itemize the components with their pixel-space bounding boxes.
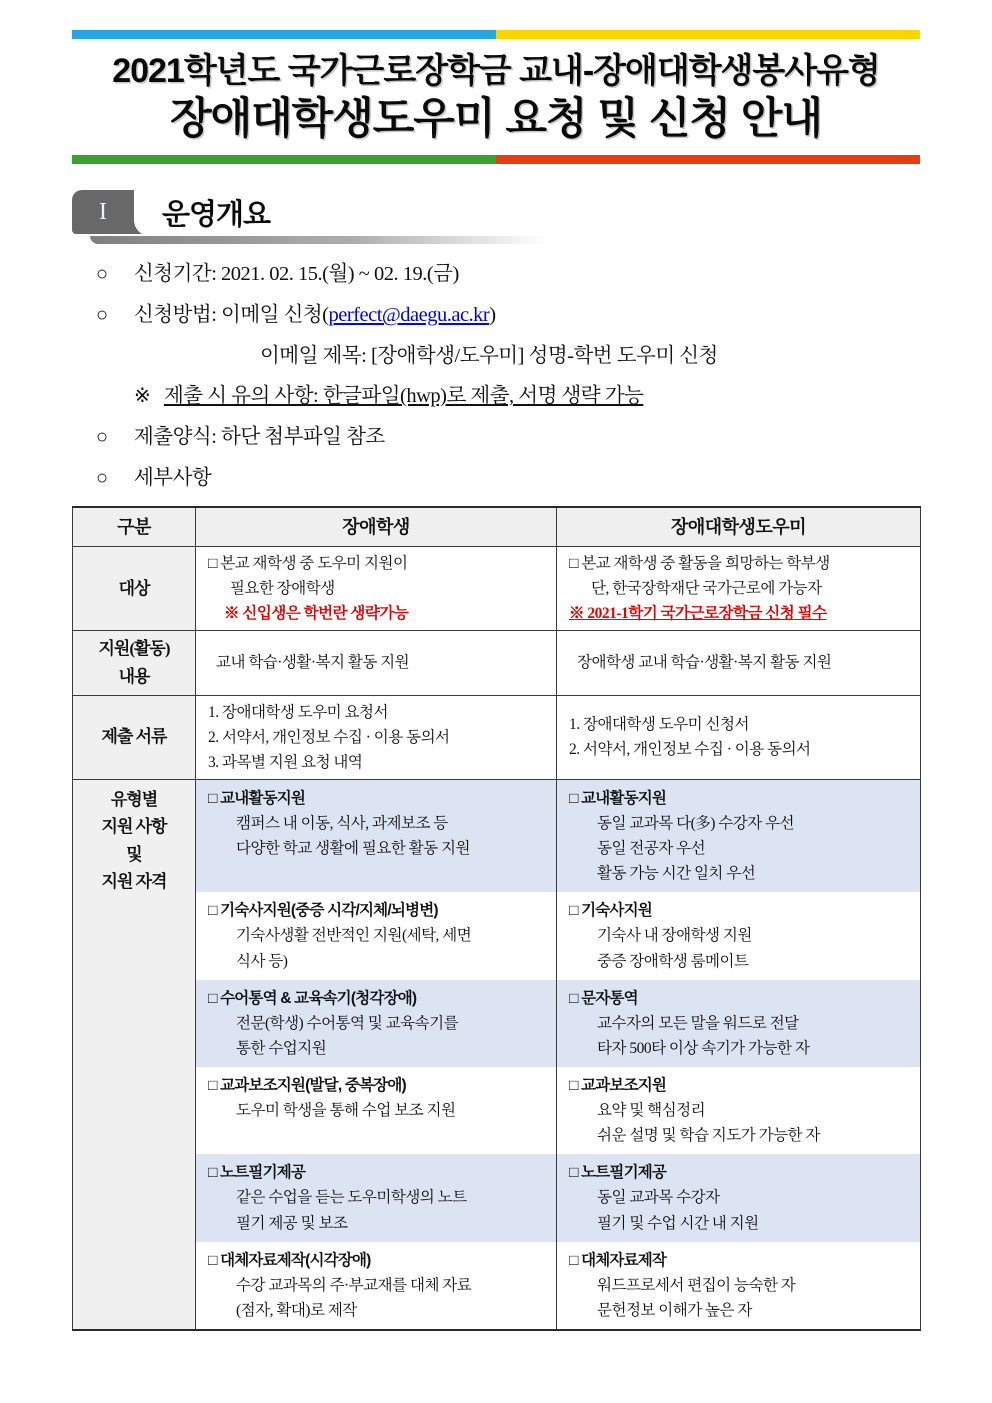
circle-bullet-icon: ○ [96,263,108,286]
block5-right-cell [557,1154,921,1241]
block6-left-line1: 수강 교과목의 주·부교재를 대체 자료 [236,1276,472,1294]
block2-left-line2: 식사 등) [236,952,288,970]
block5-left-title: □ 노트필기제공 [208,1164,306,1182]
block6-left-cell [196,1242,557,1330]
section-gradient-strip [90,236,570,244]
row-label-type-line4: 지원 자격 [101,872,167,892]
overview-caution-text: 제출 시 유의 사항: 한글파일(hwp)로 제출, 서명 생략 가능 [164,385,644,408]
circle-bullet-icon: ○ [96,466,108,489]
section-heading-text: 운영개요 [162,198,271,231]
block4-right-title: □ 교과보조지원 [569,1076,667,1094]
top-bar-blue-segment [72,30,496,39]
title-line-2: 장애대학생도우미 요청 및 신청 안내 [170,94,822,143]
block5-right-line1: 동일 교과목 수강자 [597,1189,720,1207]
reference-mark-icon: ※ [134,385,151,408]
documents-right-item2: 2. 서약서, 개인정보 수집 · 이용 동의서 [569,741,811,759]
target-left-line1: □ 본교 재학생 중 도우미 지원이 [208,555,408,573]
block4-right-line1: 요약 및 핵심정리 [597,1102,706,1120]
block3-right-line1: 교수자의 모든 말을 워드로 전달 [597,1014,799,1032]
block3-right-line2: 타자 500타 이상 속기가 가능한 자 [597,1039,810,1057]
block3-left-title: □ 수어통역 & 교육속기(청각장애) [208,989,417,1007]
documents-left-item2: 2. 서약서, 개인정보 수집 · 이용 동의서 [208,728,450,746]
block1-right-cell [557,779,921,892]
overview-method-pre: 신청방법: 이메일 신청( [134,304,329,327]
block1-left-line2: 다양한 학교 생활에 필요한 활동 지원 [236,840,470,858]
table-row-content [73,631,921,695]
documents-right-cell [557,695,921,779]
block4-right-line2: 쉬운 설명 및 학습 지도가 가능한 자 [597,1127,820,1145]
documents-left-item1: 1. 장애대학생 도우미 요청서 [208,703,388,721]
block1-right-line2: 동일 전공자 우선 [597,840,706,858]
block2-left-line1: 기숙사생활 전반적인 지원(세탁, 세면 [236,927,472,945]
block1-left-line1: 캠퍼스 내 이동, 식사, 과제보조 등 [236,814,448,832]
program-table [72,506,921,1331]
section-heading [72,190,920,252]
block6-right-line1: 워드프로세서 편집이 능숙한 자 [597,1276,796,1294]
mid-color-bar [72,155,920,164]
block6-right-cell [557,1242,921,1330]
block2-right-title: □ 기숙사지원 [569,902,652,920]
documents-left-item3: 3. 과목별 지원 요청 내역 [208,753,363,771]
block6-left-line2: (점자, 확대)로 제작 [236,1301,357,1319]
block3-left-line1: 전문(학생) 수어통역 및 교육속기를 [236,1014,459,1032]
overview-method-text [134,303,496,329]
row-label-documents: 제출 서류 [73,695,196,779]
header-disabled-student: 장애학생 [196,507,557,547]
block4-left-line1: 도우미 학생을 통해 수업 보조 지원 [236,1102,456,1120]
block2-left-cell [196,892,557,979]
target-left-cell [196,547,557,631]
target-right-red-note: ※ 2021-1학기 국가근로장학금 신청 필수 [569,605,827,623]
table-row-type-block-3 [73,980,921,1067]
content-left-cell [196,631,557,695]
content-right-text: 장애학생 교내 학습·생활·복지 활동 지원 [577,654,832,672]
block2-right-cell [557,892,921,979]
table-row-target [73,547,921,631]
table-row-documents [73,695,921,779]
block1-left-title: □ 교내활동지원 [208,789,306,807]
top-bar-yellow-segment [496,30,920,39]
overview-form-line [72,425,920,451]
circle-bullet-icon: ○ [96,425,108,448]
documents-right-item1: 1. 장애대학생 도우미 신청서 [569,716,749,734]
overview-email-subject-text: 이메일 제목: [장애학생/도우미] 성명-학번 도우미 신청 [260,344,718,367]
row-label-content [73,631,196,695]
block1-left-cell [196,779,557,892]
block4-left-cell [196,1067,557,1154]
table-row-type-block-1 [73,779,921,892]
content-right-cell [557,631,921,695]
overview-method-line [72,303,920,329]
header-helper-student: 장애대학생도우미 [557,507,921,547]
section-numeral: I [99,198,107,225]
document-content [72,0,920,1331]
overview-method-post: ) [489,304,496,327]
block2-left-title: □ 기숙사지원(중증 시각/지체/뇌병변) [208,902,438,920]
documents-left-cell [196,695,557,779]
target-right-cell [557,547,921,631]
block6-right-line2: 문헌정보 이해가 높은 자 [597,1301,752,1319]
overview-form-text: 제출양식: 하단 첨부파일 참조 [134,425,385,448]
application-email-link[interactable]: perfect@daegu.ac.kr [328,304,490,327]
row-label-type [73,779,196,1330]
overview-list [72,262,920,491]
overview-details-text: 세부사항 [134,466,212,489]
table-row-type-block-2 [73,892,921,979]
row-label-content-line2: 내용 [118,667,150,686]
block6-left-title: □ 대체자료제작(시각장애) [208,1251,371,1269]
row-label-type-line3: 및 [126,844,142,864]
content-left-text: 교내 학습·생활·복지 활동 지원 [216,654,410,672]
table-row-type-block-4 [73,1067,921,1154]
circle-bullet-icon: ○ [96,304,108,327]
overview-period-line [72,262,920,288]
header-category: 구분 [73,507,196,547]
section-heading-tab [134,188,270,236]
overview-details-line [72,466,920,492]
block3-right-cell [557,980,921,1067]
block4-left-title: □ 교과보조지원(발달, 중복장애) [208,1076,406,1094]
block4-right-cell [557,1067,921,1154]
table-header-row [73,507,921,547]
block5-right-title: □ 노트필기제공 [569,1164,667,1182]
target-left-red-note: ※ 신입생은 학번란 생략가능 [224,605,409,623]
table-row-type-block-5 [73,1154,921,1241]
block6-right-title: □ 대체자료제작 [569,1251,667,1269]
block5-left-cell [196,1154,557,1241]
overview-period-text: 신청기간: 2021. 02. 15.(월) ~ 02. 19.(금) [134,263,459,286]
block3-left-line2: 통한 수업지원 [236,1039,327,1057]
row-label-type-line2: 지원 사항 [101,817,167,837]
block2-right-line1: 기숙사 내 장애학생 지원 [597,927,752,945]
target-right-line2: 단, 한국장학재단 국가근로에 가능자 [591,580,822,598]
row-label-content-line1: 지원(활동) [98,639,170,659]
document-title [72,51,920,145]
title-line-1: 2021학년도 국가근로장학금 교내-장애대학생봉사유형 [112,52,880,90]
row-label-target: 대상 [73,547,196,631]
row-label-type-line1: 유형별 [110,789,158,809]
block5-left-line1: 같은 수업을 듣는 도우미학생의 노트 [236,1189,467,1207]
block5-left-line2: 필기 제공 및 보조 [236,1214,348,1232]
mid-bar-green-segment [72,155,496,164]
block5-right-line2: 필기 및 수업 시간 내 지원 [597,1214,759,1232]
block1-right-line1: 동일 교과목 다(多) 수강자 우선 [597,814,795,832]
block3-right-title: □ 문자통역 [569,989,638,1007]
target-right-line1: □ 본교 재학생 중 활동을 희망하는 학부생 [569,555,830,573]
block2-right-line2: 중증 장애학생 룸메이트 [597,952,749,970]
top-color-bar [72,30,920,39]
block3-left-cell [196,980,557,1067]
overview-caution-line [134,384,920,410]
mid-bar-red-segment [496,155,920,164]
table-row-type-block-6 [73,1242,921,1330]
block1-right-title: □ 교내활동지원 [569,789,667,807]
block1-right-line3: 활동 가능 시간 일치 우선 [597,865,756,883]
overview-email-subject-line [260,344,920,370]
target-left-line2: 필요한 장애학생 [230,580,335,598]
